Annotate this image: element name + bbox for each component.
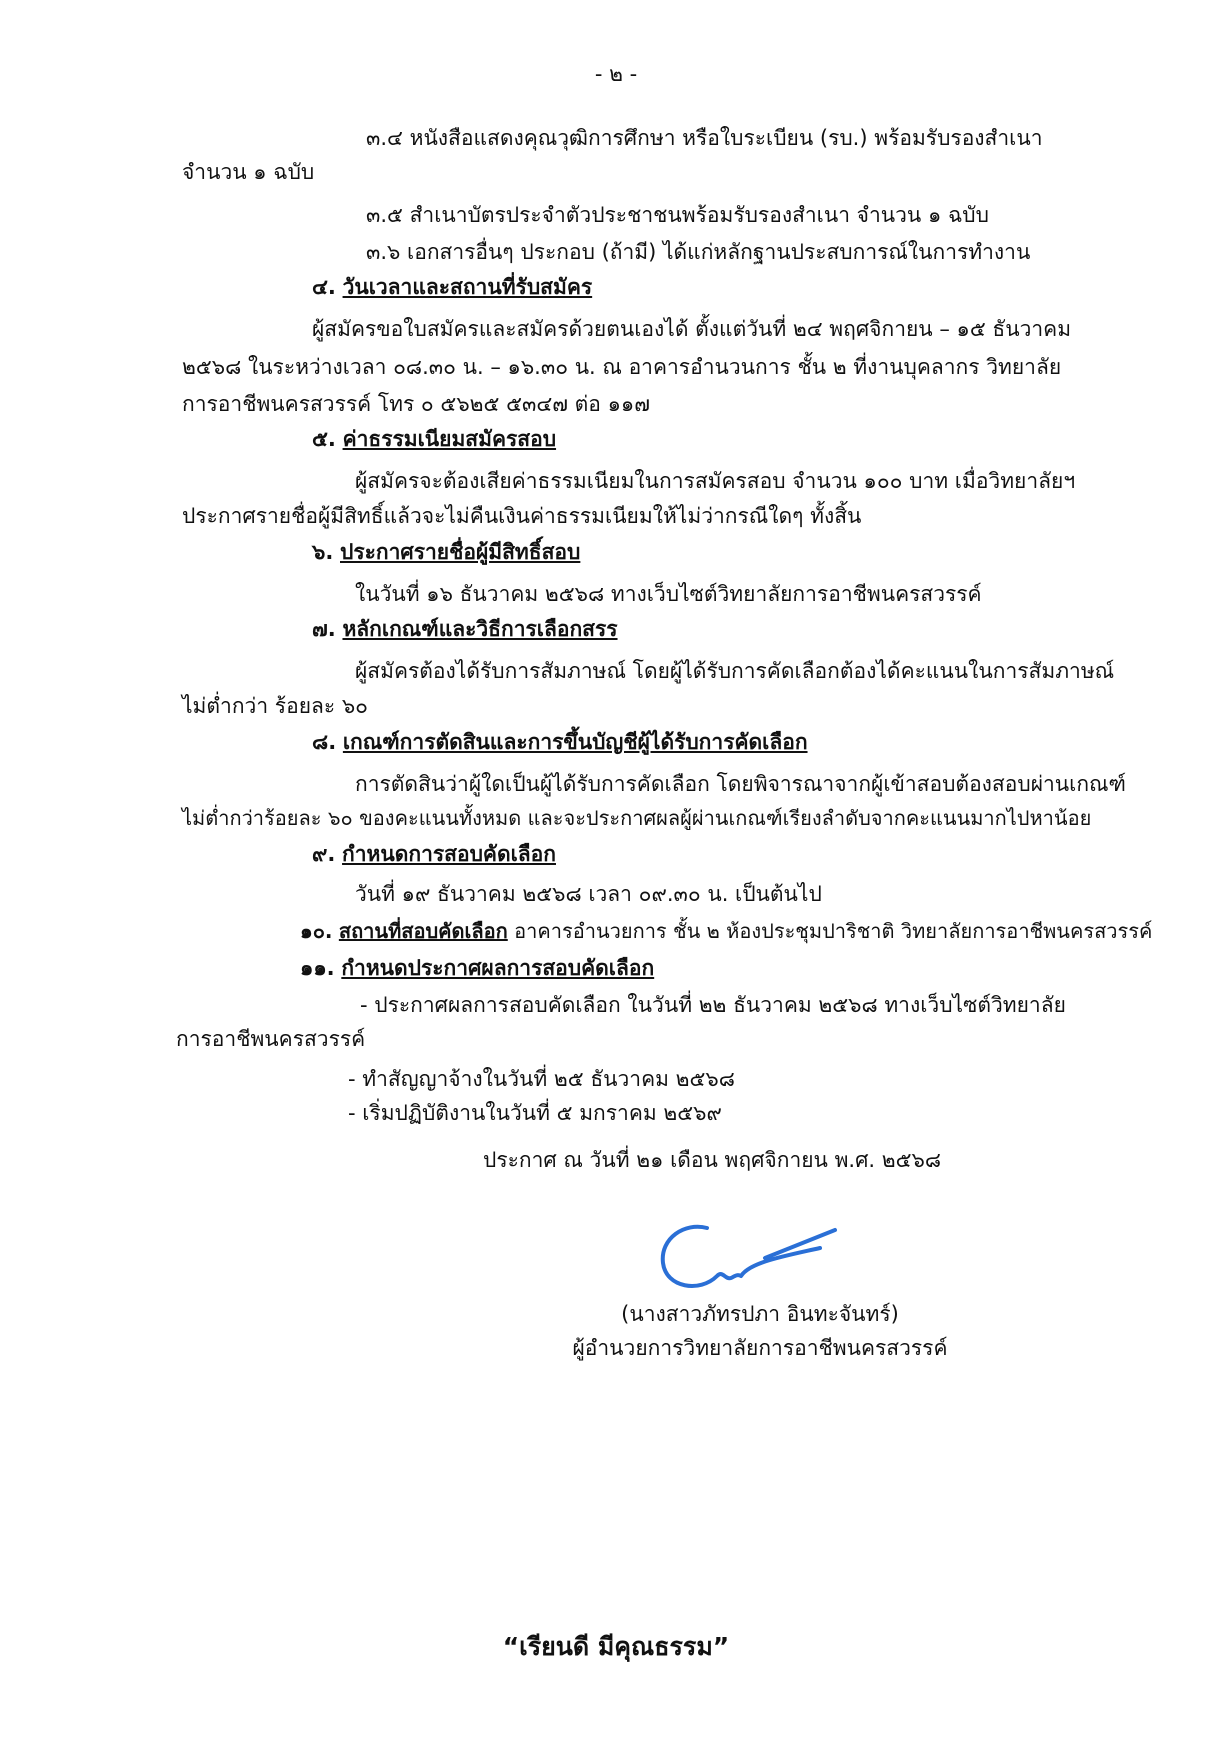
section-number: ๗. bbox=[312, 617, 336, 641]
section-number: ๑๑. bbox=[300, 956, 335, 980]
section-8-line-2: ไม่ต่ำกว่าร้อยละ ๖๐ ของคะแนนทั้งหมด และจะประกาศผลผู้ผ่านเกณฑ์เรียงลำดับจากคะแนนมากไปหาน้อย bbox=[182, 806, 1092, 830]
motto: “เรียนดี มีคุณธรรม” bbox=[502, 1632, 730, 1661]
section-9-line-1: วันที่ ๑๙ ธันวาคม ๒๕๖๘ เวลา ๐๙.๓๐ น. เป็นต้นไป bbox=[355, 882, 822, 906]
section-4-line-1: ผู้สมัครขอใบสมัครและสมัครด้วยตนเองได้ ตั้งแต่วันที่ ๒๔ พฤศจิกายน – ๑๕ ธันวาคม bbox=[312, 317, 1072, 341]
section-11-heading bbox=[300, 956, 654, 981]
section-title: กำหนดประกาศผลการสอบคัดเลือก bbox=[341, 956, 655, 980]
section-title: วันเวลาและสถานที่รับสมัคร bbox=[342, 275, 593, 299]
signer-title: ผู้อำนวยการวิทยาลัยการอาชีพนครสวรรค์ bbox=[572, 1336, 948, 1360]
signer-name: (นางสาวภัทรปภา อินทะจันทร์) bbox=[621, 1302, 899, 1326]
section-11-line-1: - ประกาศผลการสอบคัดเลือก ในวันที่ ๒๒ ธันวาคม ๒๕๖๘ ทางเว็บไซต์วิทยาลัย bbox=[360, 993, 1066, 1017]
section-title: หลักเกณฑ์และวิธีการเลือกสรร bbox=[342, 617, 618, 641]
page-number: - ๒ - bbox=[594, 62, 638, 86]
section-10-heading bbox=[300, 919, 1152, 943]
section-number: ๙. bbox=[312, 842, 336, 866]
section-title: เกณฑ์การตัดสินและการขึ้นบัญชีผู้ได้รับการคัดเลือก bbox=[342, 730, 808, 754]
signature-stroke bbox=[663, 1227, 835, 1286]
section-11-line-2: การอาชีพนครสวรรค์ bbox=[176, 1027, 366, 1051]
section-number: ๑๐. bbox=[300, 919, 333, 943]
section-6-heading bbox=[312, 540, 580, 565]
section-title: ประกาศรายชื่อผู้มีสิทธิ์สอบ bbox=[340, 540, 581, 564]
section-8-heading bbox=[312, 730, 808, 755]
section-9-heading bbox=[312, 842, 556, 867]
section-6-line-1: ในวันที่ ๑๖ ธันวาคม ๒๕๖๘ ทางเว็บไซต์วิทยาลัยการอาชีพนครสวรรค์ bbox=[355, 582, 982, 606]
section-5-heading bbox=[312, 427, 556, 452]
section-title: ค่าธรรมเนียมสมัครสอบ bbox=[342, 427, 557, 451]
section-number: ๖. bbox=[312, 540, 334, 564]
section-number: ๕. bbox=[312, 427, 336, 451]
item-3-4: ๓.๔ หนังสือแสดงคุณวุฒิการศึกษา หรือใบระเบียน (รบ.) พร้อมรับรองสำเนา bbox=[366, 126, 1043, 150]
section-10-location: อาคารอำนวยการ ชั้น ๒ ห้องประชุมปาริชาติ วิทยาลัยการอาชีพนครสวรรค์ bbox=[514, 919, 1153, 943]
section-11-line-3: - ทำสัญญาจ้างในวันที่ ๒๕ ธันวาคม ๒๕๖๘ bbox=[348, 1067, 735, 1091]
section-number: ๔. bbox=[312, 275, 336, 299]
section-11-line-4: - เริ่มปฏิบัติงานในวันที่ ๕ มกราคม ๒๕๖๙ bbox=[348, 1101, 722, 1125]
section-7-line-2: ไม่ต่ำกว่า ร้อยละ ๖๐ bbox=[182, 694, 368, 718]
section-5-line-1: ผู้สมัครจะต้องเสียค่าธรรมเนียมในการสมัครสอบ จำนวน ๑๐๐ บาท เมื่อวิทยาลัยฯ bbox=[355, 469, 1076, 493]
section-number: ๘. bbox=[312, 730, 337, 754]
section-title: กำหนดการสอบคัดเลือก bbox=[342, 842, 556, 866]
section-4-line-2: ๒๕๖๘ ในระหว่างเวลา ๐๘.๓๐ น. – ๑๖.๓๐ น. ณ อาคารอำนวนการ ชั้น ๒ ที่งานบุคลากร วิทยาลัย bbox=[182, 355, 1062, 379]
item-3-5: ๓.๕ สำเนาบัตรประจำตัวประชาชนพร้อมรับรองสำเนา จำนวน ๑ ฉบับ bbox=[366, 203, 989, 227]
section-4-line-3: การอาชีพนครสวรรค์ โทร ๐ ๕๖๒๕ ๕๓๔๗ ต่อ ๑๑๗ bbox=[182, 392, 651, 416]
section-5-line-2: ประกาศรายชื่อผู้มีสิทธิ์แล้วจะไม่คืนเงินค่าธรรมเนียมให้ไม่ว่ากรณีใดๆ ทั้งสิ้น bbox=[182, 504, 862, 528]
section-4-heading bbox=[312, 275, 592, 300]
section-7-line-1: ผู้สมัครต้องได้รับการสัมภาษณ์ โดยผู้ได้รับการคัดเลือกต้องได้คะแนนในการสัมภาษณ์ bbox=[355, 659, 1115, 683]
signature-image bbox=[655, 1218, 855, 1313]
section-8-line-1: การตัดสินว่าผู้ใดเป็นผู้ได้รับการคัดเลือก โดยพิจารณาจากผู้เข้าสอบต้องสอบผ่านเกณฑ์ bbox=[355, 772, 1126, 796]
section-title: สถานที่สอบคัดเลือก bbox=[338, 919, 508, 943]
section-7-heading bbox=[312, 617, 618, 642]
item-3-6: ๓.๖ เอกสารอื่นๆ ประกอบ (ถ้ามี) ได้แก่หลักฐานประสบการณ์ในการทำงาน bbox=[366, 240, 1031, 264]
item-3-4-continued: จำนวน ๑ ฉบับ bbox=[182, 160, 315, 184]
announce-date: ประกาศ ณ วันที่ ๒๑ เดือน พฤศจิกายน พ.ศ. ๒๕๖๘ bbox=[483, 1148, 942, 1172]
